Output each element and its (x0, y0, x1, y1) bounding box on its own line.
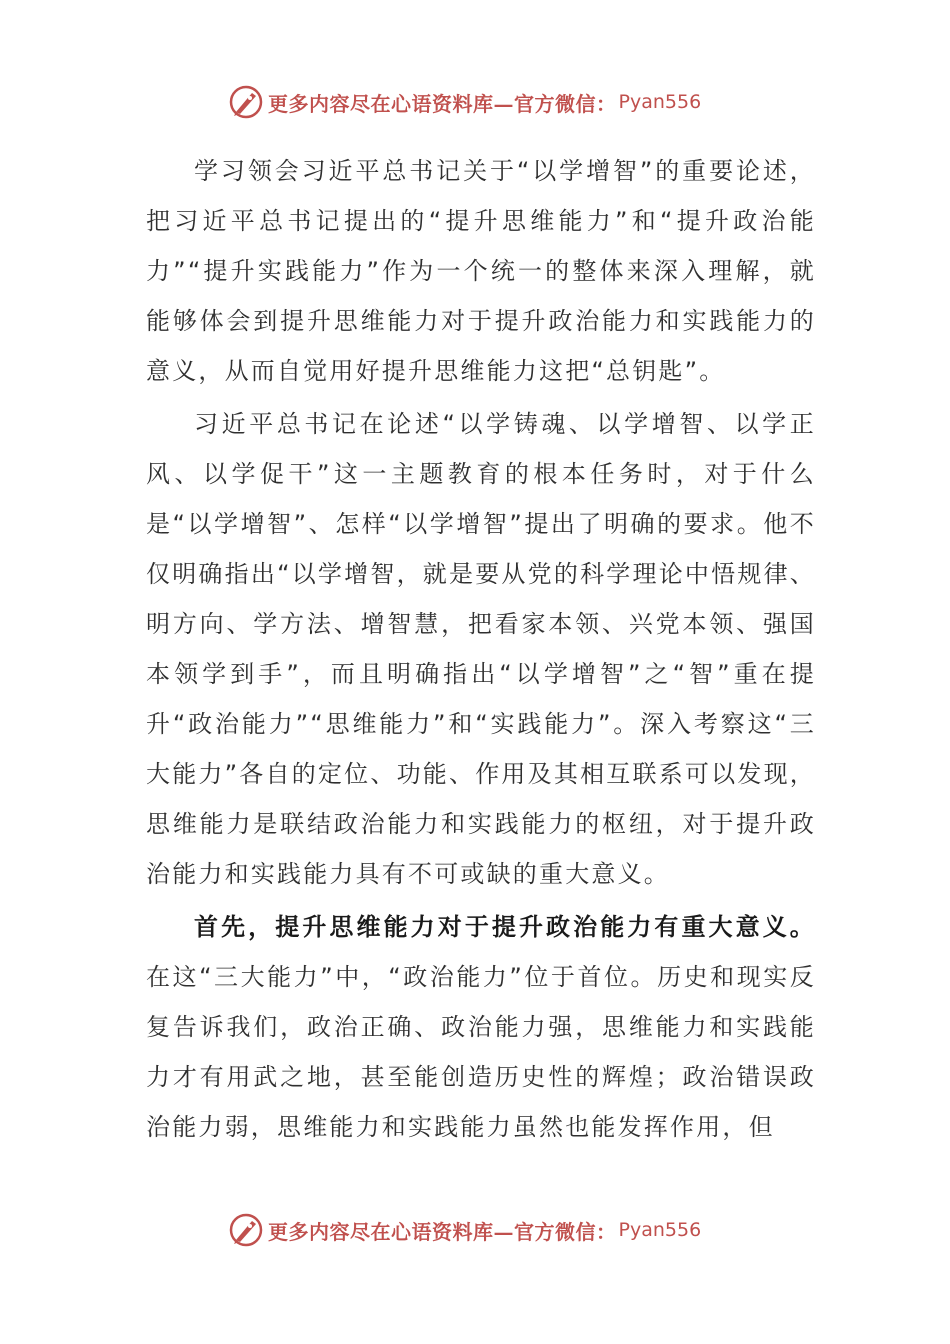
header-banner (228, 82, 748, 122)
paragraph-1: 学习领会习近平总书记关于“以学增智”的重要论述，把习近平总书记提出的“提升思维能力”和“提升政治能力”“提升实践能力”作为一个统一的整体来深入理解，就能够体会到提升思维能力对于提升政治能力和实践能力的意义，从而自觉用好提升思维能力这把“总钥匙”。 (146, 157, 816, 385)
paragraph-3-rest: 在这“三大能力”中，“政治能力”位于首位。历史和现实反复告诉我们，政治正确、政治能力强，思维能力和实践能力才有用武之地，甚至能创造历史性的辉煌；政治错误政治能力弱，思维能力和实践能力虽然也能发挥作用，但 (146, 963, 816, 1141)
pen-logo-icon (228, 1212, 264, 1248)
pen-logo-icon (228, 84, 264, 120)
header-wechat-id: Pyan556 (618, 91, 702, 113)
footer-wechat-id: Pyan556 (618, 1219, 702, 1241)
footer-banner-text: 更多内容尽在心语资料库—官方微信： (268, 1219, 617, 1244)
article-body (146, 146, 816, 1155)
paragraph-2: 习近平总书记在论述“以学铸魂、以学增智、以学正风、以学促干”这一主题教育的根本任务时，对于什么是“以学增智”、怎样“以学增智”提出了明确的要求。他不仅明确指出“以学增智，就是要从党的科学理论中悟规律、明方向、学方法、增智慧，把看家本领、兴党本领、强国本领学到手”，而且明确指出“以学增智”之“智”重在提升“政治能力”“思维能力”和“实践能力”。深入考察这“三大能力”各自的定位、功能、作用及其相互联系可以发现，思维能力是联结政治能力和实践能力的枢纽，对于提升政治能力和实践能力具有不可或缺的重大意义。 (146, 410, 816, 888)
paragraph-3 (146, 902, 816, 1152)
paragraph-3-lead: 首先，提升思维能力对于提升政治能力有重大意义。 (194, 913, 816, 941)
header-banner-text: 更多内容尽在心语资料库—官方微信： (268, 91, 617, 116)
footer-banner (228, 1210, 748, 1250)
